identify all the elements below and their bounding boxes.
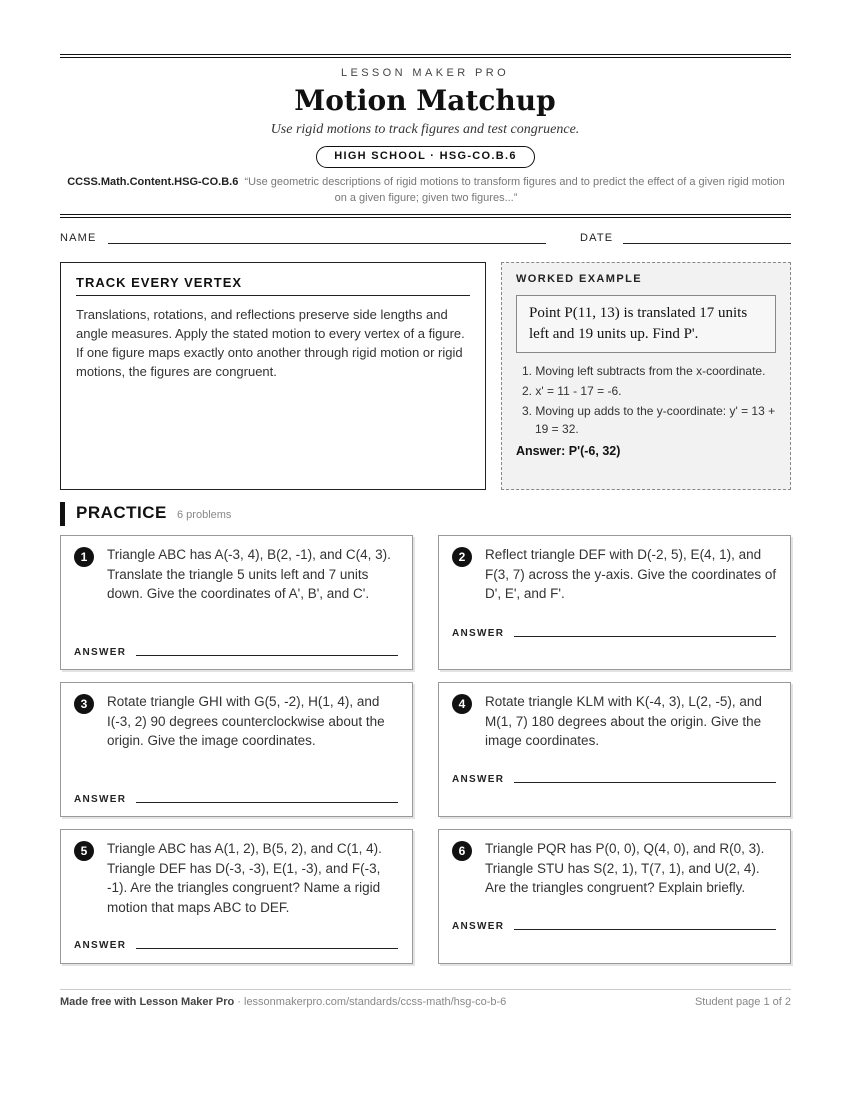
date-label: DATE	[580, 232, 614, 244]
practice-section-bar	[60, 502, 65, 526]
standard-code: CCSS.Math.Content.HSG-CO.B.6	[67, 176, 239, 188]
problem-card-2	[438, 535, 791, 670]
problem-card-5	[60, 829, 413, 964]
footer-url[interactable]: · lessonmakerpro.com/standards/ccss-math/hsg-co-b-6	[234, 996, 507, 1008]
worked-example-title: WORKED EXAMPLE	[516, 273, 642, 285]
page-subtitle: Use rigid motions to track figures and test congruence.	[270, 122, 580, 137]
worked-example-problem: Point P(11, 13) is translated 17 units left and 19 units up. Find P'.	[516, 295, 776, 353]
problem-text: Rotate triangle GHI with G(5, -2), H(1, 4), and I(-3, 2) 90 degrees counterclockwise about the origin. Give the image coordinates.	[107, 694, 385, 748]
problem-number: 4	[452, 694, 472, 714]
answer-label: ANSWER	[452, 628, 505, 639]
name-label: NAME	[60, 232, 97, 244]
name-field-line[interactable]	[108, 243, 546, 244]
answer-label: ANSWER	[74, 794, 127, 805]
footer-made-with: Made free with Lesson Maker Pro	[60, 996, 235, 1008]
grade-standard-badge: HIGH SCHOOL · HSG-CO.B.6	[316, 146, 535, 168]
top-double-rule	[60, 54, 791, 58]
answer-line[interactable]	[514, 636, 776, 637]
worked-example-steps	[516, 362, 776, 438]
track-body: Translations, rotations, and reflections preserve side lengths and angle measures. Apply the stated motion to every vertex of a figure. If one figure maps exactly onto another through rigid motion or rigid motions, the figures are congruent.	[76, 307, 465, 379]
standard-text: “Use geometric descriptions of rigid motions to transform figures and to predict the effect of a given rigid motion on a given figure; given two figures...”	[244, 176, 785, 204]
track-title: TRACK EVERY VERTEX	[76, 275, 470, 296]
problem-text: Triangle ABC has A(1, 2), B(5, 2), and C(1, 4). Triangle DEF has D(-3, -3), E(1, -3), and F(-3, -1). Are the triangles congruent? Name a rigid motion that maps ABC to DEF.	[107, 841, 382, 915]
footer-page-number: Student page 1 of 2	[694, 996, 791, 1008]
answer-line[interactable]	[136, 948, 398, 949]
answer-line[interactable]	[514, 929, 776, 930]
answer-line[interactable]	[514, 782, 776, 783]
footer-rule	[60, 989, 791, 990]
answer-line[interactable]	[136, 802, 398, 803]
header-double-rule	[60, 214, 791, 218]
brand-name: LESSON MAKER PRO	[340, 67, 510, 79]
practice-title: PRACTICE	[76, 503, 167, 522]
problem-card-4	[438, 682, 791, 817]
problem-text: Triangle PQR has P(0, 0), Q(4, 0), and R(0, 3). Triangle STU has S(2, 1), T(7, 1), and U(2, 4). Are the triangles congruent? Explain briefly.	[485, 841, 765, 895]
problem-number: 5	[74, 841, 94, 861]
answer-label: ANSWER	[74, 940, 127, 951]
answer-label: ANSWER	[74, 647, 127, 658]
practice-count: 6 problems	[177, 509, 232, 521]
worked-example-box	[501, 262, 791, 490]
problem-card-1	[60, 535, 413, 670]
answer-line[interactable]	[136, 655, 398, 656]
answer-label: ANSWER	[452, 774, 505, 785]
problem-number: 6	[452, 841, 472, 861]
standard-description	[66, 174, 786, 206]
problem-text: Reflect triangle DEF with D(-2, 5), E(4, 1), and F(3, 7) across the y-axis. Give the coordinates of D', E', and F'.	[485, 547, 777, 601]
problem-number: 1	[74, 547, 94, 567]
page-title: Motion Matchup	[294, 84, 556, 117]
problem-number: 2	[452, 547, 472, 567]
track-every-vertex-box	[60, 262, 486, 490]
worked-example-step: 3. Moving up adds to the y-coordinate: y' = 13 + 19 = 32.	[522, 404, 776, 436]
problem-text: Triangle ABC has A(-3, 4), B(2, -1), and C(4, 3). Translate the triangle 5 units left and 7 units down. Give the coordinates of A', B', and C'.	[107, 547, 391, 601]
date-field-line[interactable]	[623, 243, 791, 244]
answer-label: ANSWER	[452, 921, 505, 932]
worked-example-step: 1. Moving left subtracts from the x-coordinate.	[522, 364, 766, 378]
footer-credit	[60, 996, 506, 1008]
problem-card-6	[438, 829, 791, 964]
worked-example-answer: Answer: P'(-6, 32)	[516, 444, 621, 458]
problem-card-3	[60, 682, 413, 817]
problem-text: Rotate triangle KLM with K(-4, 3), L(2, -5), and M(1, 7) 180 degrees about the origin. Give the image coordinates.	[485, 694, 762, 748]
problem-number: 3	[74, 694, 94, 714]
worked-example-step: 2. x' = 11 - 17 = -6.	[522, 384, 622, 398]
